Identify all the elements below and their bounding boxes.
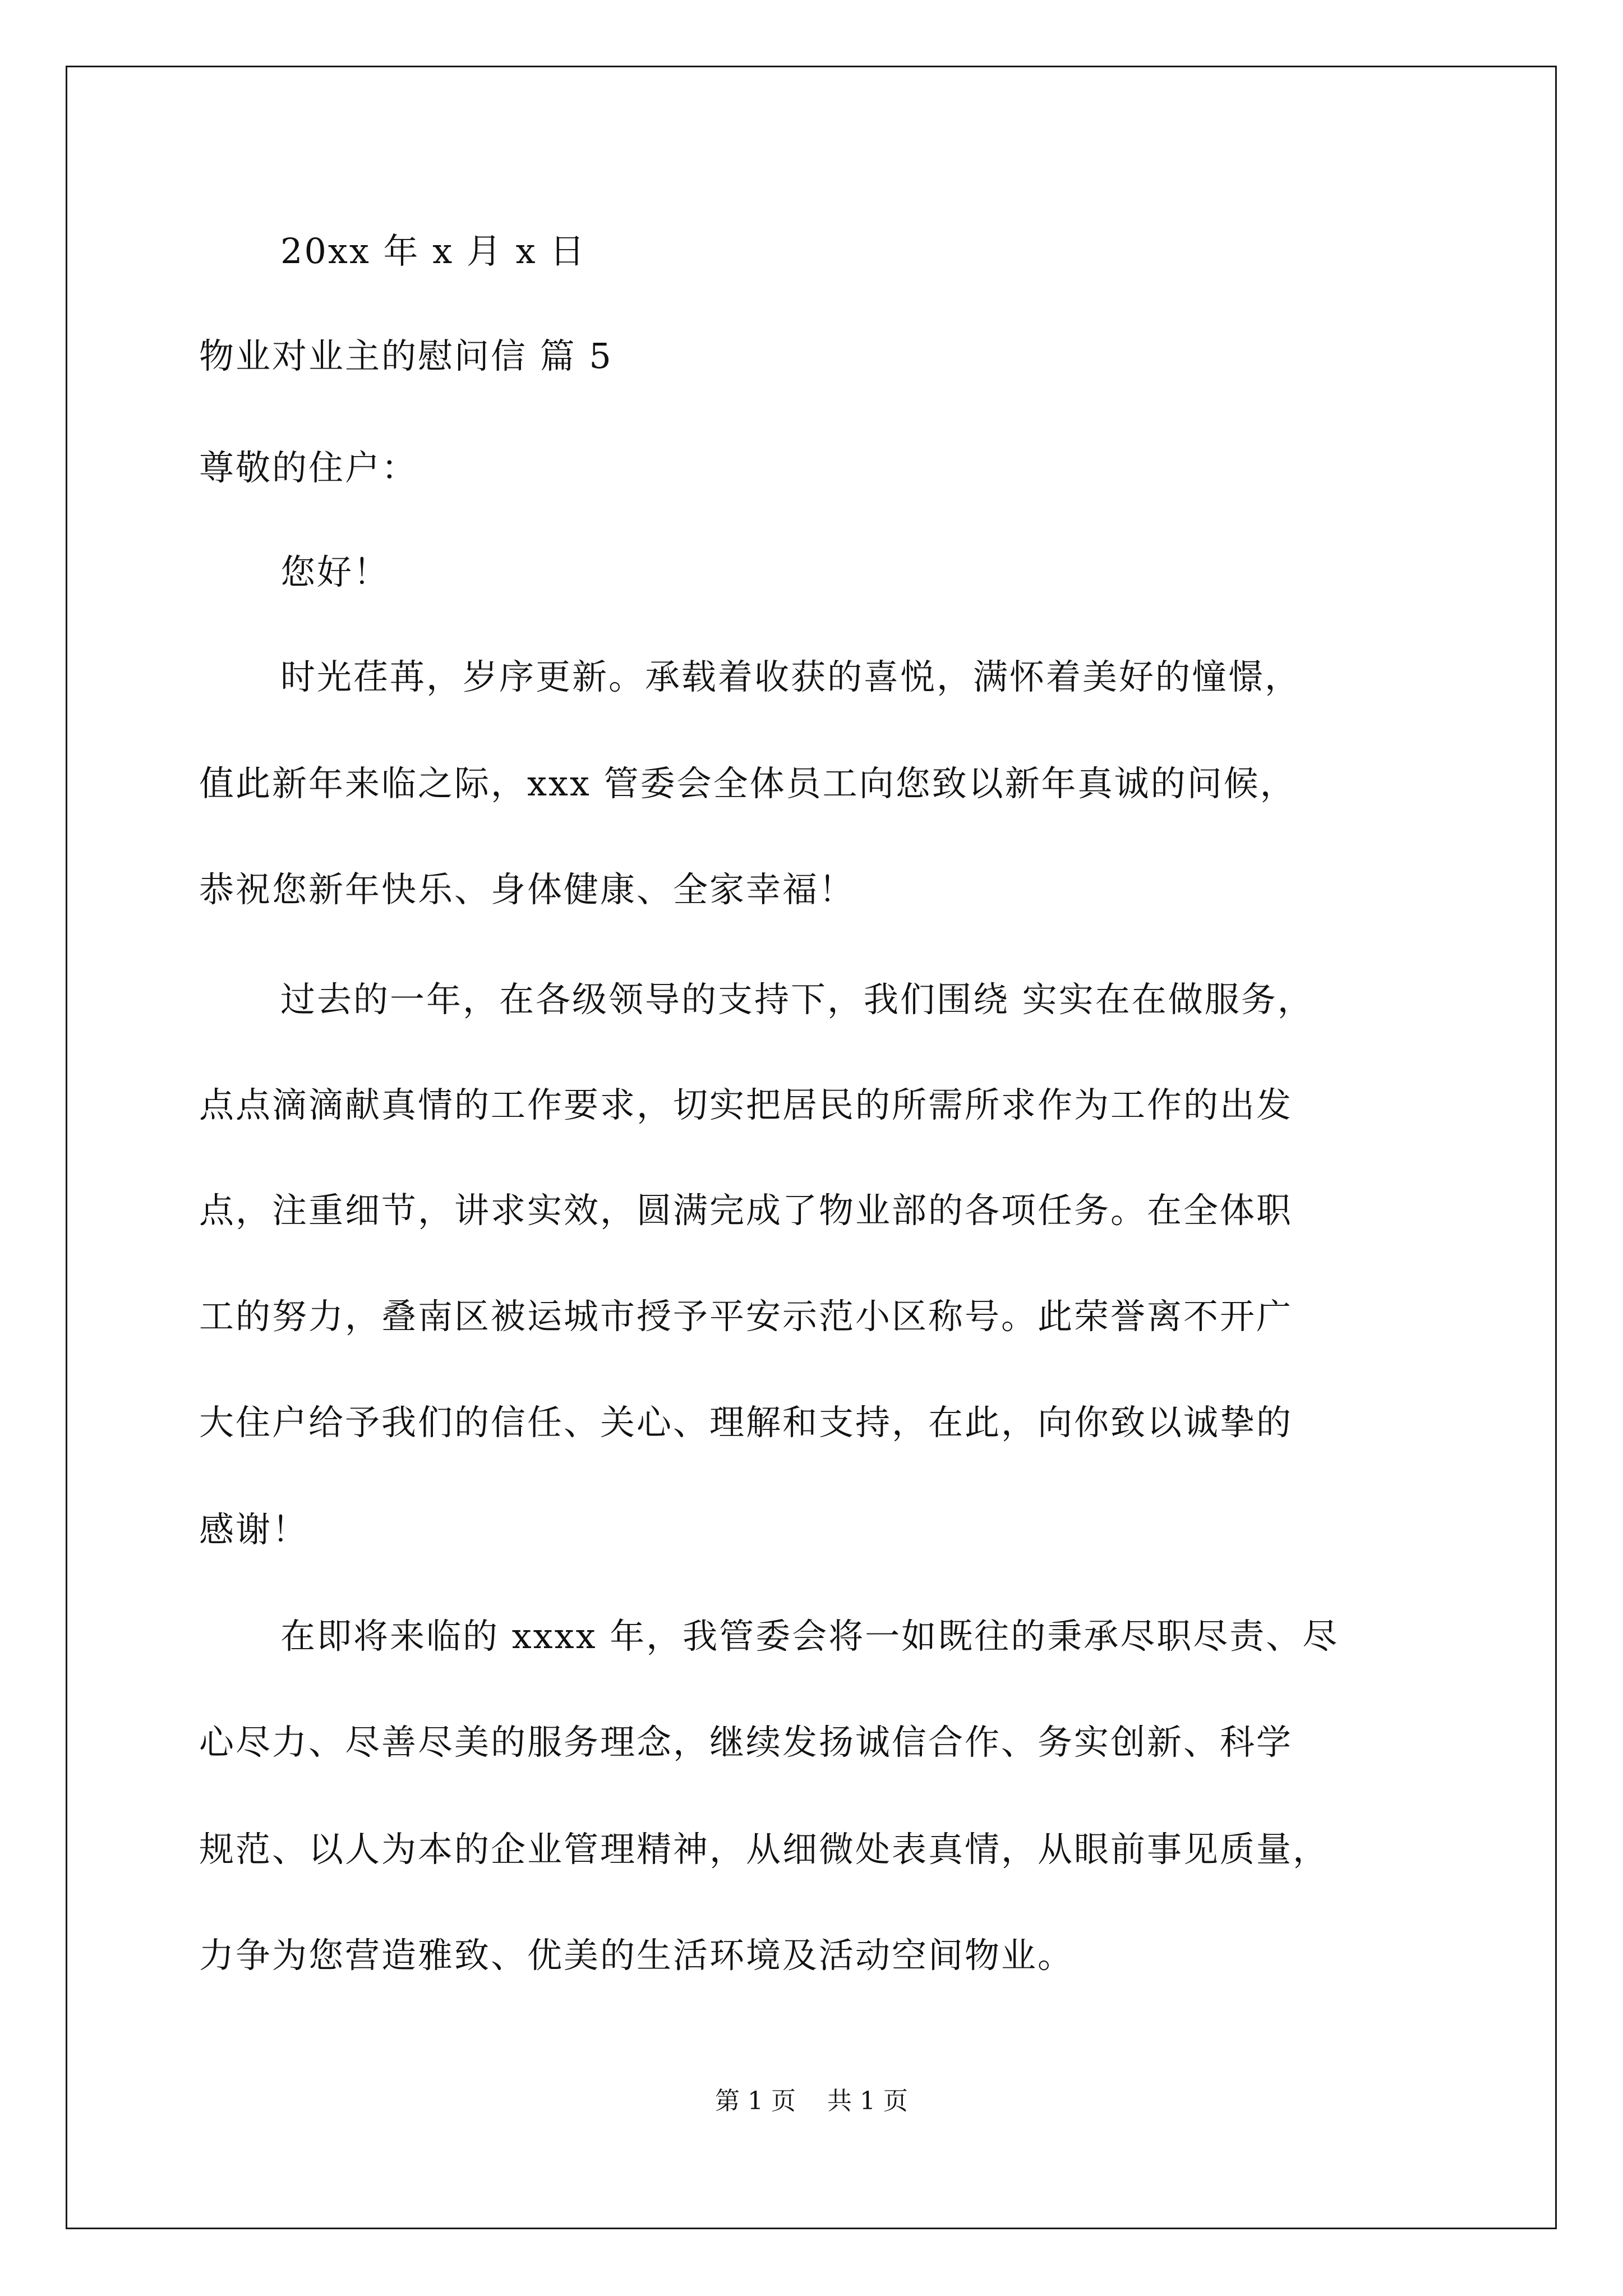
salutation: 尊敬的住户： bbox=[199, 447, 418, 488]
paragraph-line: 力争为您营造雅致、优美的生活环境及活动空间物业。 bbox=[199, 1935, 1075, 1976]
paragraph-line: 点，注重细节，讲求实效，圆满完成了物业部的各项任务。在全体职 bbox=[199, 1190, 1293, 1231]
paragraph-line: 点点滴滴献真情的工作要求，切实把居民的所需所求作为工作的出发 bbox=[199, 1084, 1293, 1125]
paragraph-line: 时光荏苒，岁序更新。承载着收获的喜悦，满怀着美好的憧憬， bbox=[280, 656, 1302, 697]
paragraph-line: 恭祝您新年快乐、身体健康、全家幸福！ bbox=[199, 869, 856, 910]
paragraph-line: 值此新年来临之际，xxx 管委会全体员工向您致以新年真诚的问候， bbox=[199, 763, 1297, 804]
greeting: 您好！ bbox=[280, 551, 390, 592]
paragraph-line: 大住户给予我们的信任、关心、理解和支持，在此，向你致以诚挚的 bbox=[199, 1402, 1293, 1443]
page-border bbox=[66, 66, 1557, 2229]
letter-title: 物业对业主的慰问信 篇 5 bbox=[199, 335, 613, 376]
paragraph-line: 感谢！ bbox=[199, 1509, 309, 1550]
paragraph-line: 在即将来临的 xxxx 年，我管委会将一如既往的秉承尽职尽责、尽 bbox=[280, 1616, 1339, 1657]
date-line: 20xx 年 x 月 x 日 bbox=[280, 231, 587, 272]
paragraph-line: 规范、以人为本的企业管理精神，从细微处表真情，从眼前事见质量， bbox=[199, 1829, 1330, 1870]
paragraph-line: 过去的一年，在各级领导的支持下，我们围绕 实实在在做服务， bbox=[280, 979, 1314, 1020]
paragraph-line: 心尽力、尽善尽美的服务理念，继续发扬诚信合作、务实创新、科学 bbox=[199, 1722, 1293, 1763]
page-footer: 第 1 页 共 1 页 bbox=[715, 2087, 908, 2115]
paragraph-line: 工的努力，叠南区被运城市授予平安示范小区称号。此荣誉离不开广 bbox=[199, 1296, 1293, 1337]
